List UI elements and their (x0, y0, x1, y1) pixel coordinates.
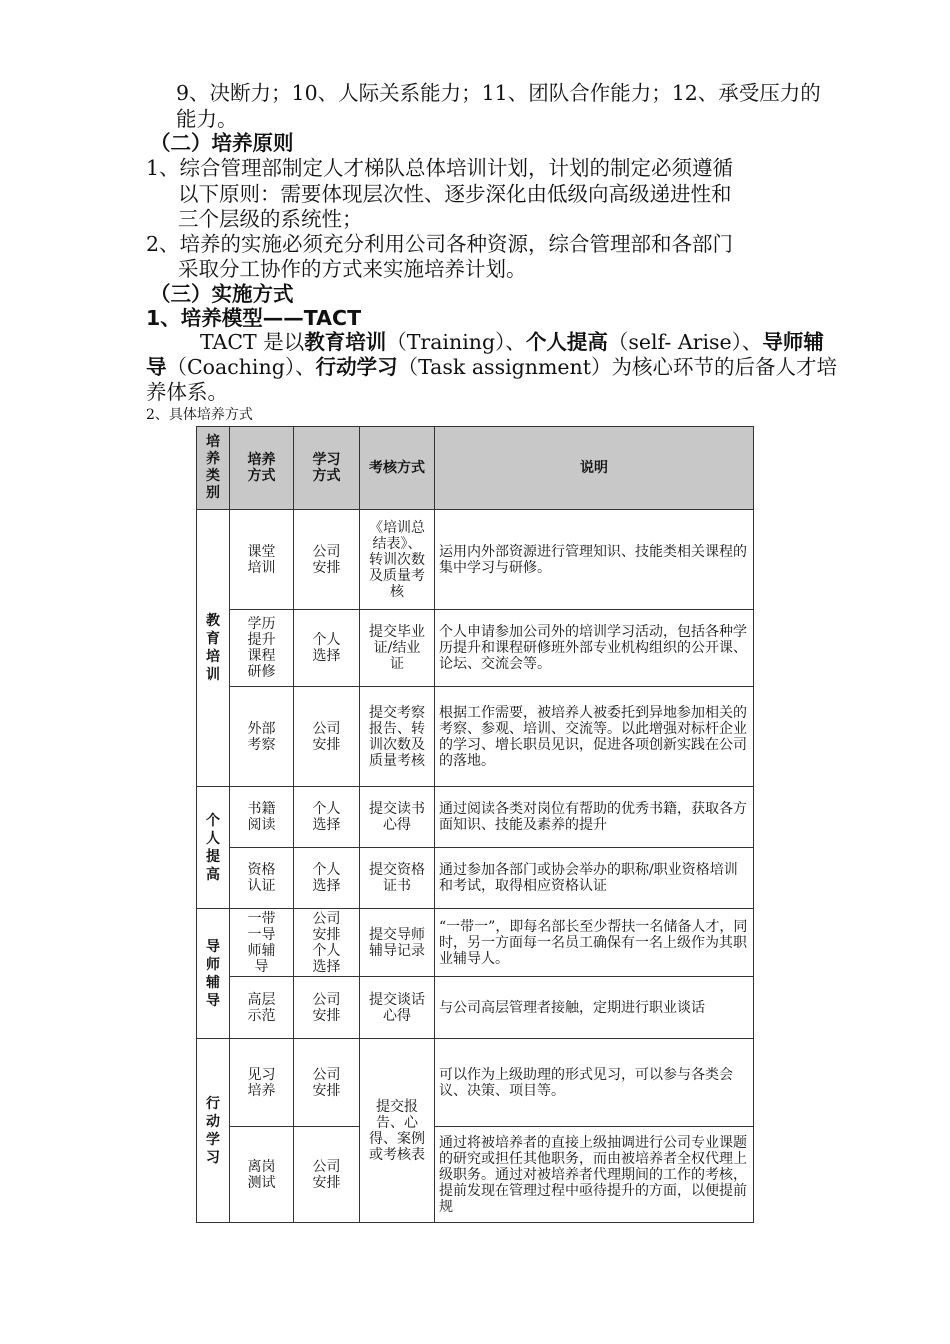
header-assess: 考核方式 (360, 427, 435, 510)
cell-note: 根据工作需要，被培养人被委托到异地参加相关的考察、参观、培训、交流等。以此增强对标杆企业的学习、增长职员见识，促进各项创新实践在公司的落地。 (435, 687, 754, 787)
table-row (197, 787, 754, 848)
cell-note: 个人申请参加公司外的培训学习活动，包括各种学历提升和课程研修班外部专业机构组织的公开课、论坛、交流会等。 (435, 610, 754, 687)
para-line: 1、综合管理部制定人才梯队总体培训计划，计划的制定必须遵循 (146, 156, 734, 180)
cell-method: 一带一导师辅导 (247, 910, 276, 975)
cell-study: 个人选择 (312, 632, 341, 664)
tact-term-coaching: 导师辅 (762, 330, 824, 354)
table-row (197, 909, 754, 977)
para-line: 2、培养的实施必须充分利用公司各种资源，综合管理部和各部门 (146, 232, 734, 256)
header-method: 培养方式 (230, 427, 294, 510)
cell-study: 公司安排 (312, 720, 341, 753)
table-row (197, 977, 754, 1039)
cell-method: 资格认证 (247, 862, 276, 894)
group-self: 个人提高 (197, 787, 230, 909)
cell-note: 通过将被培养者的直接上级抽调进行公司专业课题的研究或担任其他职务，而由被培养者全权代理上级职务。通过对被培养者代理期间的工作的考核，提前发现在管理过程中亟待提升的方面，以便提前规 (435, 1127, 754, 1223)
header-category: 培养类别 (197, 427, 230, 510)
section-heading-principle: （二）培养原则 (150, 131, 294, 155)
cell-assess: 提交读书心得 (369, 801, 425, 833)
cell-study: 公司安排个人选择 (312, 910, 341, 975)
tact-paragraph-line2 (146, 354, 837, 380)
para-line: 9、决断力；10、人际关系能力；11、团队合作能力；12、承受压力的 (176, 81, 821, 105)
cell-assess: 《培训总结表》、转训次数及质量考核 (369, 519, 425, 600)
table-row (197, 687, 754, 787)
cell-assess: 提交导师辅导记录 (369, 926, 425, 959)
cell-assess: 提交报告、心得、案例或考核表 (369, 1098, 425, 1163)
header-study: 学习方式 (294, 427, 360, 510)
tact-term-training: 教育培训 (304, 330, 387, 354)
cell-assess: 提交毕业证/结业证 (369, 624, 425, 672)
group-action: 行动学习 (197, 1039, 230, 1223)
cell-note: “一带一”，即每名部长至少帮扶一名储备人才，同时，另一方面每一名员工确保有一名上级作为其职业辅导人。 (435, 909, 754, 977)
cell-note: 通过阅读各类对岗位有帮助的优秀书籍，获取各方面知识、技能及素养的提升 (435, 787, 754, 848)
para-line: 三个层级的系统性； (178, 207, 363, 231)
section-heading-model: 1、培养模型——TACT (146, 306, 362, 330)
group-edu: 教育培训 (197, 510, 230, 787)
cell-assess: 提交谈话心得 (369, 991, 425, 1024)
tact-text: （self- Arise）、 (607, 330, 763, 354)
tact-text: TACT 是以 (200, 330, 305, 354)
cell-study: 公司安排 (312, 991, 341, 1024)
cell-assess: 提交资格证书 (369, 862, 425, 894)
cell-study: 个人选择 (312, 862, 341, 894)
cell-method: 外部考察 (247, 720, 276, 753)
cell-method: 离岗测试 (247, 1158, 276, 1191)
cell-note: 通过参加各部门或协会举办的职称/职业资格培训和考试，取得相应资格认证 (435, 848, 754, 909)
cell-study: 公司安排 (312, 1158, 341, 1191)
cell-note: 可以作为上级助理的形式见习，可以参与各类会议、决策、项目等。 (435, 1039, 754, 1127)
cell-method: 学历提升课程研修 (247, 616, 276, 680)
table-row (197, 848, 754, 909)
caption-specific: 2、具体培养方式 (146, 407, 253, 423)
cell-method: 书籍阅读 (247, 801, 276, 833)
para-line: 采取分工协作的方式来实施培养计划。 (178, 257, 527, 281)
tact-term-task: 行动学习 (315, 355, 398, 379)
cell-study: 个人选择 (312, 801, 341, 833)
cell-note: 运用内外部资源进行管理知识、技能类相关课程的集中学习与研修。 (435, 510, 754, 610)
table-row (197, 610, 754, 687)
tact-paragraph-line1 (200, 329, 824, 355)
table-row (197, 510, 754, 610)
tact-term-arise: 个人提高 (525, 330, 608, 354)
section-heading-method: （三）实施方式 (150, 282, 294, 306)
tact-text: （Training）、 (386, 330, 526, 354)
table-row (197, 1127, 754, 1223)
cell-study: 公司安排 (312, 543, 341, 576)
training-table (196, 426, 754, 1223)
cell-study: 公司安排 (312, 1066, 341, 1099)
header-note: 说明 (435, 427, 754, 510)
tact-paragraph-line3: 养体系。 (146, 380, 228, 404)
cell-method: 课堂培训 (247, 543, 276, 576)
tact-text: （Coaching）、 (166, 355, 316, 379)
para-line: 以下原则：需要体现层次性、逐步深化由低级向高级递进性和 (178, 182, 732, 206)
cell-method: 见习培养 (247, 1066, 276, 1099)
tact-text: （Task assignment）为核心环节的后备人才培 (397, 355, 837, 379)
cell-assess: 提交考察报告、转训次数及质量考核 (369, 704, 425, 769)
table-row (197, 1039, 754, 1127)
tact-term-coaching-end: 导 (146, 355, 167, 379)
table-header-row (197, 427, 754, 510)
para-line: 能力。 (176, 107, 238, 131)
cell-note: 与公司高层管理者接触，定期进行职业谈话 (435, 977, 754, 1039)
cell-method: 高层示范 (247, 991, 276, 1024)
group-mentor: 导师辅导 (197, 909, 230, 1039)
